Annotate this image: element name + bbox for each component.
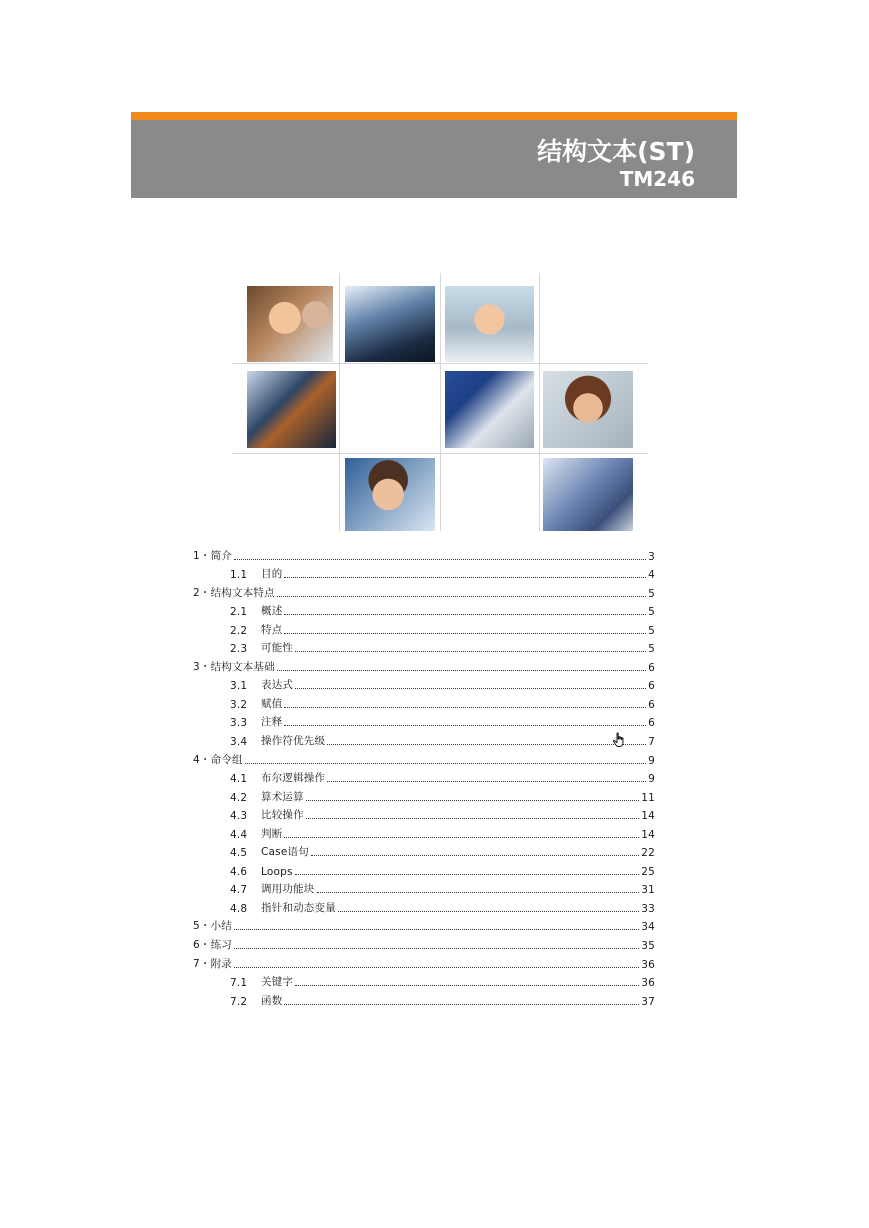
toc-entry-number: 3・ <box>193 660 211 673</box>
photo-collage <box>232 273 648 531</box>
toc-entry-number: 1.1 <box>230 569 248 582</box>
toc-entry <box>193 878 655 897</box>
toc-entry <box>193 933 655 952</box>
toc-entry-page: 5 <box>648 624 655 637</box>
toc-entry-page: 25 <box>641 865 655 878</box>
toc-dot-leader <box>295 651 646 652</box>
toc-entry-page: 35 <box>641 940 655 953</box>
toc-dot-leader <box>311 855 639 856</box>
toc-entry-title: Case语句 <box>261 846 309 859</box>
toc-entry-page: 33 <box>641 902 655 915</box>
toc-entry <box>193 748 655 767</box>
toc-dot-leader <box>284 707 646 708</box>
toc-entry-number: 4.1 <box>230 773 248 786</box>
toc-entry-title: 特点 <box>261 623 283 636</box>
toc-entry-number: 5・ <box>193 920 211 933</box>
toc-dot-leader <box>284 633 646 634</box>
photo-woman <box>543 371 633 448</box>
toc-entry <box>193 785 655 804</box>
toc-dot-leader <box>245 763 646 764</box>
toc-entry-title: 概述 <box>261 605 283 618</box>
toc-entry-number: 3.3 <box>230 717 248 730</box>
toc-entry <box>193 711 655 730</box>
toc-entry <box>193 674 655 693</box>
toc-entry-title: 调用功能块 <box>261 883 315 896</box>
toc-entry-number: 2.2 <box>230 624 248 637</box>
toc-entry-title: Loops <box>261 865 293 878</box>
toc-entry <box>193 859 655 878</box>
toc-dot-leader <box>284 614 646 615</box>
toc-entry-number: 4.2 <box>230 791 248 804</box>
toc-entry-title: 简介 <box>210 549 232 562</box>
toc-entry-page: 22 <box>641 847 655 860</box>
toc-entry-page: 6 <box>648 717 655 730</box>
toc-entry-page: 5 <box>648 587 655 600</box>
title-banner <box>131 112 737 198</box>
toc-entry-title: 布尔逻辑操作 <box>261 772 326 785</box>
photo-young-man <box>345 458 435 531</box>
toc-entry-title: 注释 <box>261 716 283 729</box>
toc-entry <box>193 729 655 748</box>
toc-entry-title: 操作符优先级 <box>261 735 326 748</box>
toc-entry-title: 结构文本基础 <box>210 660 275 673</box>
hand-cursor-icon <box>612 732 628 748</box>
toc-entry-page: 4 <box>648 569 655 582</box>
toc-dot-leader <box>284 725 646 726</box>
toc-dot-leader <box>277 596 646 597</box>
toc-entry-page: 3 <box>648 550 655 563</box>
toc-dot-leader <box>234 559 646 560</box>
toc-entry-number: 4・ <box>193 753 211 766</box>
toc-entry <box>193 952 655 971</box>
toc-entry-number: 6・ <box>193 939 211 952</box>
toc-entry-title: 可能性 <box>261 642 294 655</box>
toc-entry-number: 4.6 <box>230 865 248 878</box>
toc-entry-number: 4.4 <box>230 828 248 841</box>
toc-entry <box>193 618 655 637</box>
toc-entry <box>193 896 655 915</box>
toc-dot-leader <box>284 1004 639 1005</box>
toc-entry-title: 算术运算 <box>261 790 304 803</box>
toc-entry-title: 函数 <box>261 994 283 1007</box>
toc-entry-number: 3.4 <box>230 736 248 749</box>
toc-entry-number: 3.2 <box>230 698 248 711</box>
toc-dot-leader <box>284 837 639 838</box>
toc-dot-leader <box>306 818 639 819</box>
toc-entry-number: 2・ <box>193 586 211 599</box>
course-code: TM246 <box>619 167 695 191</box>
toc-entry-title: 指针和动态变量 <box>261 901 336 914</box>
photo-laptop <box>345 286 435 362</box>
toc-dot-leader <box>306 800 639 801</box>
toc-entry <box>193 841 655 860</box>
toc-entry <box>193 989 655 1008</box>
toc-entry-page: 6 <box>648 698 655 711</box>
toc-entry <box>193 544 655 563</box>
toc-entry <box>193 822 655 841</box>
toc-entry-page: 14 <box>641 810 655 823</box>
photo-servo-drive <box>247 371 336 448</box>
toc-entry-title: 练习 <box>210 939 232 952</box>
toc-entry-page: 37 <box>641 995 655 1008</box>
document-title: 结构文本(ST) <box>537 137 695 166</box>
toc-entry-title: 关键字 <box>261 976 294 989</box>
toc-entry <box>193 581 655 600</box>
toc-entry <box>193 915 655 934</box>
toc-dot-leader <box>234 929 639 930</box>
toc-dot-leader <box>295 688 646 689</box>
table-of-contents <box>193 544 655 1008</box>
toc-dot-leader <box>295 874 640 875</box>
toc-entry-number: 4.8 <box>230 902 248 915</box>
toc-entry-page: 7 <box>648 736 655 749</box>
toc-entry-page: 11 <box>641 791 655 804</box>
toc-entry <box>193 563 655 582</box>
toc-entry-page: 34 <box>641 921 655 934</box>
toc-entry-number: 3.1 <box>230 680 248 693</box>
toc-dot-leader <box>277 670 646 671</box>
toc-entry <box>193 637 655 656</box>
toc-entry-page: 5 <box>648 643 655 656</box>
toc-entry-number: 4.5 <box>230 847 248 860</box>
toc-entry <box>193 971 655 990</box>
toc-entry <box>193 767 655 786</box>
accent-stripe <box>131 112 737 120</box>
toc-entry-number: 4.3 <box>230 810 248 823</box>
toc-entry-title: 命令组 <box>210 753 243 766</box>
toc-entry-title: 小结 <box>210 920 232 933</box>
toc-entry-title: 目的 <box>261 568 283 581</box>
toc-dot-leader <box>317 892 640 893</box>
toc-entry-title: 表达式 <box>261 679 294 692</box>
photo-hmi-panel <box>445 371 534 448</box>
toc-entry-number: 7.1 <box>230 977 248 990</box>
toc-entry <box>193 655 655 674</box>
toc-entry <box>193 600 655 619</box>
photo-two-men <box>247 286 333 362</box>
toc-entry-page: 14 <box>641 828 655 841</box>
toc-dot-leader <box>327 781 646 782</box>
toc-entry-page: 9 <box>648 773 655 786</box>
toc-entry-title: 附录 <box>210 957 232 970</box>
toc-dot-leader <box>327 744 646 745</box>
toc-entry-title: 判断 <box>261 827 283 840</box>
toc-entry-number: 2.3 <box>230 643 248 656</box>
toc-entry-number: 7・ <box>193 957 211 970</box>
toc-dot-leader <box>234 967 639 968</box>
toc-entry-page: 6 <box>648 680 655 693</box>
toc-dot-leader <box>338 911 639 912</box>
toc-dot-leader <box>295 985 639 986</box>
toc-dot-leader <box>234 948 639 949</box>
toc-entry-title: 赋值 <box>261 697 283 710</box>
toc-entry-page: 31 <box>641 884 655 897</box>
toc-entry-page: 36 <box>641 958 655 971</box>
toc-entry-page: 5 <box>648 606 655 619</box>
toc-entry-number: 1・ <box>193 549 211 562</box>
toc-entry-page: 36 <box>641 977 655 990</box>
toc-entry-page: 6 <box>648 661 655 674</box>
toc-entry-number: 4.7 <box>230 884 248 897</box>
toc-dot-leader <box>284 577 646 578</box>
toc-entry-title: 比较操作 <box>261 809 304 822</box>
toc-entry <box>193 692 655 711</box>
photo-smiling-man <box>445 286 534 362</box>
photo-io-modules <box>543 458 633 531</box>
toc-entry-number: 2.1 <box>230 606 248 619</box>
toc-entry-page: 9 <box>648 754 655 767</box>
toc-entry <box>193 804 655 823</box>
toc-entry-number: 7.2 <box>230 995 248 1008</box>
toc-entry-title: 结构文本特点 <box>210 586 275 599</box>
